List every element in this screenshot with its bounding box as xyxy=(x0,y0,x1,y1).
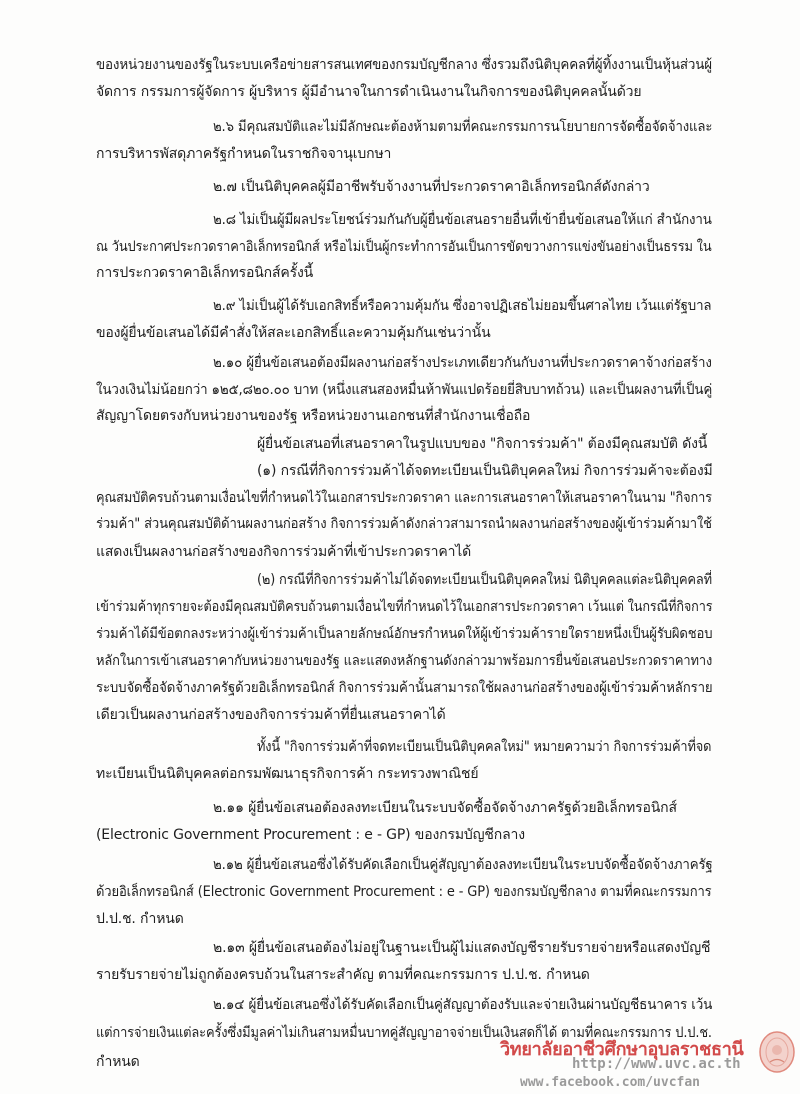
text-line: แต่การจ่ายเงินแต่ละครั้งซึ่งมีมูลค่าไม่เกินสามหมื่นบาทคู่สัญญาอาจจ่ายเป็นเงินสดก็ได้ ตามที่คณะกรรมการ ป.ป.ช. xyxy=(96,1025,712,1041)
joint-venture-intro: ผู้ยื่นข้อเสนอที่เสนอราคาในรูปแบบของ "กิจการร่วมค้า" ต้องมีคุณสมบัติ ดังนี้ xyxy=(257,436,708,452)
text-line: ของผู้ยื่นข้อเสนอได้มีคำสั่งให้สละเอกสิทธิ์และความคุ้มกันเช่นว่านั้น xyxy=(96,325,491,341)
watermark-facebook: www.facebook.com/uvcfan xyxy=(520,1075,701,1090)
clause-2-8: ๒.๘ ไม่เป็นผู้มีผลประโยชน์ร่วมกันกับผู้ยื่นข้อเสนอรายอื่นที่เข้ายื่นข้อเสนอให้แก่ สำนักงาน xyxy=(213,212,712,228)
item-2: (๒) กรณีที่กิจการร่วมค้าไม่ได้จดทะเบียนเป็นนิติบุคคลใหม่ นิติบุคคลแต่ละนิติบุคคลที่ xyxy=(257,572,712,588)
clause-2-13: ๒.๑๓ ผู้ยื่นข้อเสนอต้องไม่อยู่ในฐานะเป็นผู้ไม่แสดงบัญชีรายรับรายจ่ายหรือแสดงบัญชี xyxy=(213,940,711,956)
text-line: รายรับรายจ่ายไม่ถูกต้องครบถ้วนในสาระสำคัญ ตามที่คณะกรรมการ ป.ป.ช. กำหนด xyxy=(96,967,590,983)
text-line: ทะเบียนเป็นนิติบุคคลต่อกรมพัฒนาธุรกิจการค้า กระทรวงพาณิชย์ xyxy=(96,766,479,782)
text-line: แสดงเป็นผลงานก่อสร้างของกิจการร่วมค้าที่เข้าประกวดราคาได้ xyxy=(96,544,472,560)
college-seal-icon xyxy=(757,1030,797,1074)
text-line: ร่วมค้าได้มีข้อตกลงระหว่างผู้เข้าร่วมค้าเป็นลายลักษณ์อักษรกำหนดให้ผู้เข้าร่วมค้ารายใดรายหนึ่งเป็นผู้รับผิดชอบ xyxy=(96,626,713,642)
text-line: ร่วมค้า" ส่วนคุณสมบัติด้านผลงานก่อสร้าง กิจการร่วมค้าดังกล่าวสามารถนำผลงานก่อสร้างของผู้เข้าร่วมค้ามาใช้ xyxy=(96,516,712,532)
clause-2-7: ๒.๗ เป็นนิติบุคคลผู้มีอาชีพรับจ้างงานที่ประกวดราคาอิเล็กทรอนิกส์ดังกล่าว xyxy=(213,179,650,195)
clause-2-12: ๒.๑๒ ผู้ยื่นข้อเสนอซึ่งได้รับคัดเลือกเป็นคู่สัญญาต้องลงทะเบียนในระบบจัดซื้อจัดจ้างภาครัฐ xyxy=(213,857,713,873)
clause-2-11: ๒.๑๑ ผู้ยื่นข้อเสนอต้องลงทะเบียนในระบบจัดซื้อจัดจ้างภาครัฐด้วยอิเล็กทรอนิกส์ xyxy=(213,800,677,816)
text-line: ด้วยอิเล็กทรอนิกส์ (Electronic Government Procurement : e - GP) ของกรมบัญชีกลาง ตามที่คณะกรรมการ xyxy=(96,884,712,900)
text-line: เข้าร่วมค้าทุกรายจะต้องมีคุณสมบัติครบถ้วนตามเงื่อนไขที่กำหนดไว้ในเอกสารประกวดราคา เว้นแต่ ในกรณีที่กิจการ xyxy=(96,599,713,615)
text-line: การบริหารพัสดุภาครัฐกำหนดในราชกิจจานุเบกษา xyxy=(96,146,392,162)
text-line: เดียวเป็นผลงานก่อสร้างของกิจการร่วมค้าที่ยื่นเสนอราคาได้ xyxy=(96,707,446,723)
clause-2-6: ๒.๖ มีคุณสมบัติและไม่มีลักษณะต้องห้ามตามที่คณะกรรมการนโยบายการจัดซื้อจัดจ้างและ xyxy=(213,119,713,135)
text-line: ป.ป.ช. กำหนด xyxy=(96,911,184,927)
text-line: ของหน่วยงานของรัฐในระบบเครือข่ายสารสนเทศของกรมบัญชีกลาง ซึ่งรวมถึงนิติบุคคลที่ผู้ทิ้งงานเป็นหุ้นส่วนผู้ xyxy=(96,57,713,73)
definition-note: ทั้งนี้ "กิจการร่วมค้าที่จดทะเบียนเป็นนิติบุคคลใหม่" หมายความว่า กิจการร่วมค้าที่จด xyxy=(257,739,712,755)
text-line: กำหนด xyxy=(96,1054,140,1070)
item-1: (๑) กรณีที่กิจการร่วมค้าได้จดทะเบียนเป็นนิติบุคคลใหม่ กิจการร่วมค้าจะต้องมี xyxy=(257,463,713,479)
watermark-title: วิทยาลัยอาชีวศึกษาอุบลราชธานี xyxy=(500,1039,744,1060)
text-line: ในวงเงินไม่น้อยกว่า ๑๒๕,๘๒๐.๐๐ บาท (หนึ่งแสนสองหมื่นห้าพันแปดร้อยยี่สิบบาทถ้วน) และเป็นผลงานที่เป็นคู่ xyxy=(96,382,713,398)
text-line: สัญญาโดยตรงกับหน่วยงานของรัฐ หรือหน่วยงานเอกชนที่สำนักงานเชื่อถือ xyxy=(96,408,531,424)
clause-2-14: ๒.๑๔ ผู้ยื่นข้อเสนอซึ่งได้รับคัดเลือกเป็นคู่สัญญาต้องรับและจ่ายเงินผ่านบัญชีธนาคาร เว้น xyxy=(213,997,713,1013)
clause-2-9: ๒.๙ ไม่เป็นผู้ได้รับเอกสิทธิ์หรือความคุ้มกัน ซึ่งอาจปฏิเสธไม่ยอมขึ้นศาลไทย เว้นแต่รัฐบาล xyxy=(213,298,712,314)
watermark-url: http://www.uvc.ac.th xyxy=(572,1056,741,1072)
clause-2-10: ๒.๑๐ ผู้ยื่นข้อเสนอต้องมีผลงานก่อสร้างประเภทเดียวกันกับงานที่ประกวดราคาจ้างก่อสร้าง xyxy=(213,355,712,371)
text-line: จัดการ กรรมการผู้จัดการ ผู้บริหาร ผู้มีอำนาจในการดำเนินงานในกิจการของนิติบุคคลนั้นด้วย xyxy=(96,84,642,100)
text-line: (Electronic Government Procurement : e - GP) ของกรมบัญชีกลาง xyxy=(96,827,525,843)
text-line: การประกวดราคาอิเล็กทรอนิกส์ครั้งนี้ xyxy=(96,265,314,281)
text-line: คุณสมบัติครบถ้วนตามเงื่อนไขที่กำหนดไว้ในเอกสารประกวดราคา และการเสนอราคาให้เสนอราคาในนาม "กิจการ xyxy=(96,490,712,506)
text-line: ณ วันประกาศประกวดราคาอิเล็กทรอนิกส์ หรือไม่เป็นผู้กระทำการอันเป็นการขัดขวางการแข่งขันอย่างเป็นธรรม ใน xyxy=(96,239,712,255)
text-line: หลักในการเข้าเสนอราคากับหน่วยงานของรัฐ และแสดงหลักฐานดังกล่าวมาพร้อมการยื่นข้อเสนอประกวดราคาทาง xyxy=(96,653,713,669)
text-line: ระบบจัดซื้อจัดจ้างภาครัฐด้วยอิเล็กทรอนิกส์ กิจการร่วมค้านั้นสามารถใช้ผลงานก่อสร้างของผู้เข้าร่วมค้าหลักราย xyxy=(96,680,713,696)
